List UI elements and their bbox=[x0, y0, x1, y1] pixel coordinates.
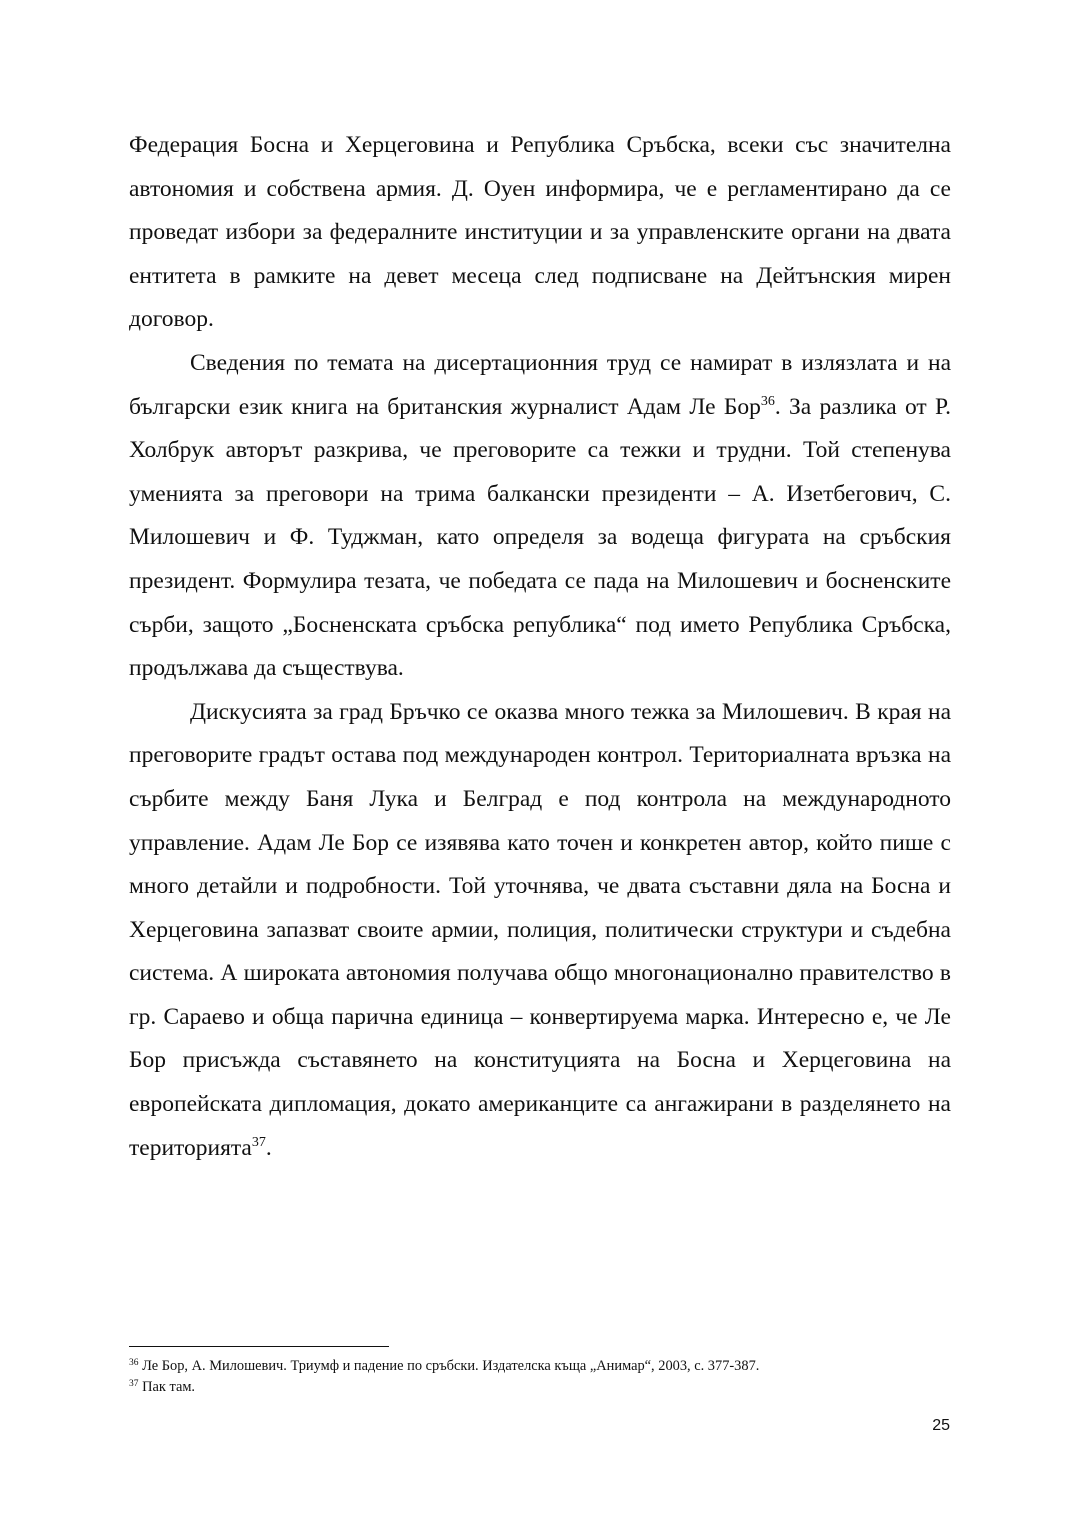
footnote-text: Пак там. bbox=[142, 1379, 196, 1395]
paragraph-3: Дискусията за град Бръчко се оказва много тежка за Милошевич. В края на преговорите градът остава под международен контрол. Териториалната връзка на сърбите между Баня Лука и Белград е под контрола на международното управление. Адам Ле Бор се изявява като точен и конкретен автор, който пише с много детайли и подробности. Той уточнява, че двата съставни дяла на Босна и Херцеговина запазват своите армии, полиция, политически структури и съдебна система. А широката автономия получава общо многонационално правителство в гр. Сараево и обща парична единица – конвертируема марка. Интересно е, че Ле Бор присъжда съставянето на конституцията на Босна и Херцеговина на европейската дипломация, докато американците са ангажирани в разделянето на територията$^{37}$. bbox=[129, 698, 951, 1161]
footnote-ref-37: 37 bbox=[251, 1134, 266, 1150]
page-number: 25 bbox=[932, 1417, 950, 1434]
footnote-36 bbox=[129, 1356, 969, 1377]
footnote-number: 37 bbox=[129, 1379, 139, 1389]
paragraph-2: Сведения по темата на дисертационния труд се намират в излязлата и на български език книга на британския журналист Адам Ле Бор$^{36}$. За разлика от Р. Холбрук авторът разкрива, че преговорите са тежки и трудни. Той степенува уменията за преговори на трима балкански президенти – А. Изетбегович, С. Милошевич и Ф. Туджман, като определя за водеща фигурата на сръбския президент. Формулира тезата, че победата се пада на Милошевич и босненските сърби, защото „Босненската сръбска република“ под името Република Сръбска, продължава да съществува. bbox=[129, 349, 951, 682]
footnote-ref-36: 36 bbox=[760, 393, 775, 409]
footnote-separator bbox=[129, 1346, 389, 1347]
footnote-text: Ле Бор, А. Милошевич. Триумф и падение по сръбски. Издателска къща „Анимар“, 2003, с. 377-387. bbox=[142, 1358, 760, 1374]
footnote-37 bbox=[129, 1377, 969, 1398]
body-text bbox=[129, 124, 951, 1170]
footnotes bbox=[129, 1356, 969, 1398]
paragraph-1: Федерация Босна и Херцеговина и Република Сръбска, всеки със значителна автономия и собствена армия. Д. Оуен информира, че е регламентирано да се проведат избори за федералните институции и за управленските органи на двата ентитета в рамките на девет месеца след подписване на Дейтънския мирен договор. bbox=[129, 132, 951, 333]
footnote-number: 36 bbox=[129, 1358, 139, 1368]
